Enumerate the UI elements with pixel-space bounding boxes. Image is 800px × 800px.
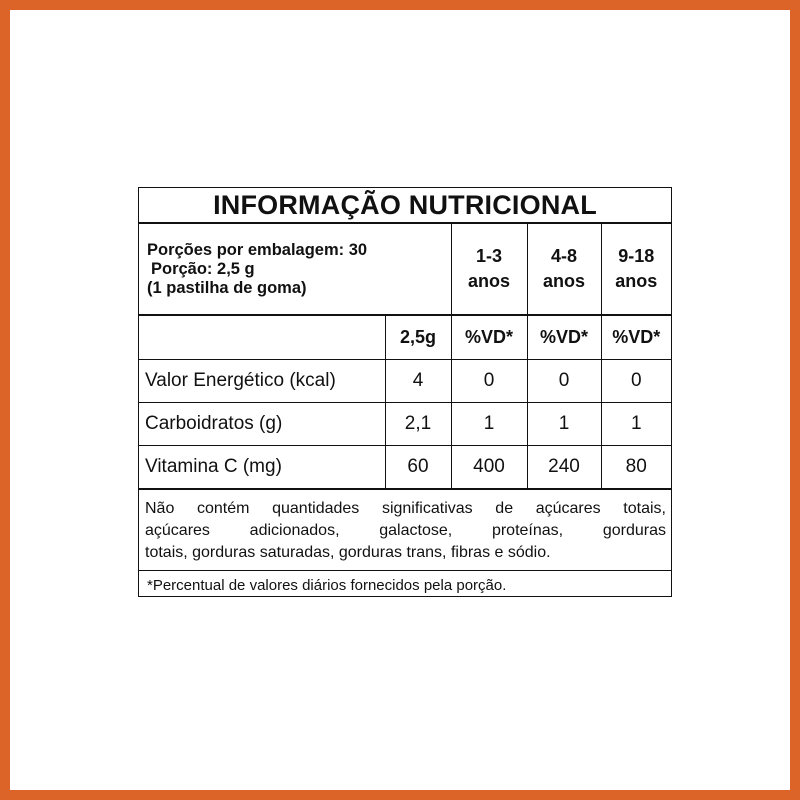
nutrient-name: Carboidratos (g) [139,403,385,446]
nutrient-vd-4-8: 240 [527,446,601,490]
age-group-1-3: 1-3 anos [451,224,527,315]
age-group-9-18: 9-18 anos [601,224,671,315]
serving-size: Porção: 2,5 g [151,259,255,278]
nutrient-vd-9-18: 1 [601,403,671,446]
nutrient-vd-1-3: 1 [451,403,527,446]
unit-vd-4-8: %VD* [527,315,601,360]
table-row [139,360,671,403]
units-blank-cell [139,315,385,360]
nutrient-vd-9-18: 0 [601,360,671,403]
unit-vd-1-3: %VD* [451,315,527,360]
nutrient-amount: 2,1 [385,403,451,446]
table-row [139,446,671,490]
nutrient-vd-4-8: 1 [527,403,601,446]
vd-footnote: *Percentual de valores diários fornecidos pela porção. [147,577,507,594]
age-group-4-8: 4-8 anos [527,224,601,315]
nutrient-amount: 60 [385,446,451,490]
nutrient-vd-1-3: 0 [451,360,527,403]
serving-info [139,224,451,315]
unit-vd-9-18: %VD* [601,315,671,360]
nutrition-table [139,224,671,490]
units-row [139,315,671,360]
nutrient-name: Vitamina C (mg) [139,446,385,490]
label-title: INFORMAÇÃO NUTRICIONAL [139,188,671,224]
nutrient-name: Valor Energético (kcal) [139,360,385,403]
servings-per-package: Porções por embalagem: 30 [147,240,368,259]
nutrition-facts-label [138,187,672,597]
table-row [139,403,671,446]
serving-header-row [139,224,671,315]
nutrient-amount: 4 [385,360,451,403]
nutrient-vd-1-3: 400 [451,446,527,490]
insignificant-amounts-note: Não contém quantidades significativas de açúcares totais, açúcares adicionados, galactose, proteínas, gorduras totais, gorduras saturadas, gorduras trans, fibras e sódio. [139,490,671,571]
nutrient-vd-9-18: 80 [601,446,671,490]
nutrient-vd-4-8: 0 [527,360,601,403]
unit-serving-amount: 2,5g [385,315,451,360]
serving-description: (1 pastilha de goma) [147,278,307,297]
